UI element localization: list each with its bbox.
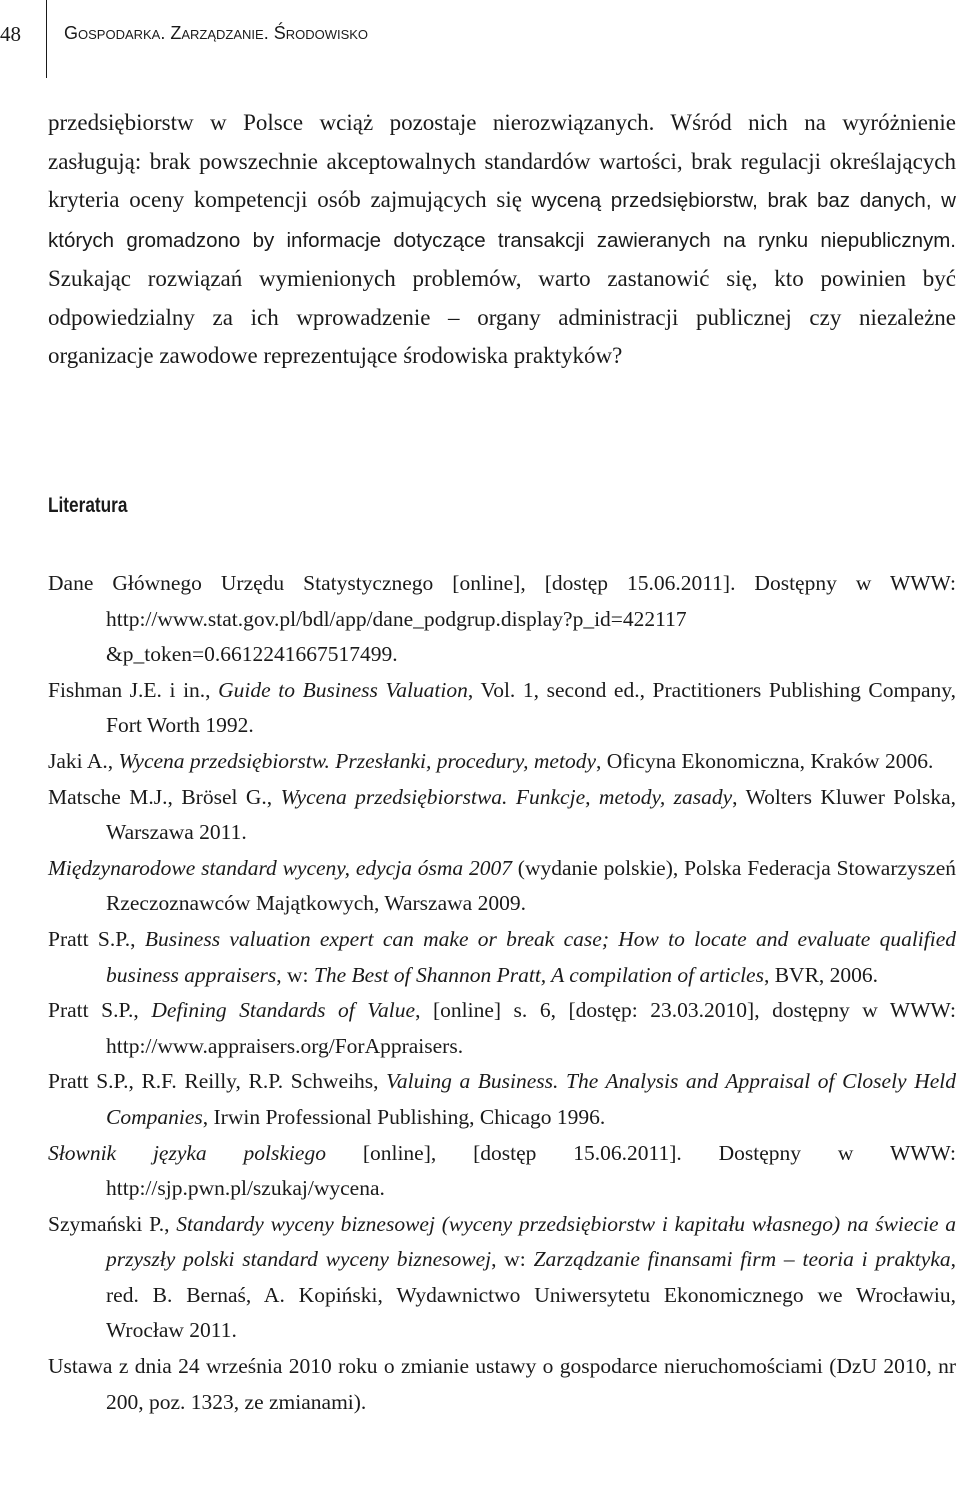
reference-title: Wycena przedsiębiorstw. Przesłanki, procedury, metody bbox=[118, 748, 596, 773]
reference-item bbox=[48, 673, 956, 744]
running-head: Gospodarka. Zarządzanie. Środowisko bbox=[64, 23, 369, 43]
reference-text: Dane Głównego Urzędu Statystycznego [online], [dostęp 15.06.2011]. Dostępny w WWW: http://www.stat.gov.pl/bdl/app/dane_podgrup.display?p_id=422117 &p_token=0.6612241667517499. bbox=[48, 571, 956, 667]
reference-text: , w: bbox=[276, 962, 314, 987]
reference-text: , Irwin Professional Publishing, Chicago 1996. bbox=[202, 1104, 606, 1129]
reference-text: , Vol. 1, second ed., Practitioners Publishing Company, Fort Worth 1992. bbox=[106, 677, 956, 738]
reference-item bbox=[48, 780, 956, 851]
reference-text: , BVR, 2006. bbox=[763, 962, 879, 987]
reference-item bbox=[48, 1349, 956, 1420]
reference-text: Jaki A., bbox=[48, 748, 119, 773]
header-divider bbox=[46, 0, 47, 78]
reference-text: Ustawa z dnia 24 września 2010 roku o zmianie ustawy o gospodarce nieruchomościami (DzU 2010, nr 200, poz. 1323, ze zmianami). bbox=[48, 1354, 956, 1414]
page-header bbox=[0, 0, 960, 80]
reference-text: Fishman J.E. i in., bbox=[48, 677, 219, 702]
reference-text: Szymański P., bbox=[48, 1211, 177, 1236]
reference-text: Pratt S.P., bbox=[48, 926, 145, 951]
reference-item bbox=[48, 1064, 956, 1135]
reference-text: Pratt S.P., bbox=[48, 998, 152, 1023]
reference-title: Międzynarodowe standard wyceny, edycja ósma 2007 bbox=[48, 855, 512, 880]
reference-item bbox=[48, 1136, 956, 1207]
body-paragraph bbox=[48, 104, 956, 376]
reference-item bbox=[48, 922, 956, 993]
reference-title: Zarządzanie finansami firm – teoria i praktyka bbox=[533, 1247, 951, 1272]
reference-text: Matsche M.J., Brösel G., bbox=[48, 784, 281, 809]
reference-title: Defining Standards of Value bbox=[151, 998, 416, 1023]
reference-title: Standardy wyceny biznesowej (wyceny przedsiębiorstw i kapitału własnego) na świecie a przyszły polski standard wyceny biznesowej bbox=[106, 1211, 957, 1272]
reference-text: , red. B. Bernaś, A. Kopiński, Wydawnictwo Uniwersytetu Ekonomicznego we Wrocławiu, Wrocław 2011. bbox=[106, 1247, 956, 1343]
page-content bbox=[48, 104, 957, 1414]
reference-title: Słownik języka polskiego bbox=[48, 1140, 326, 1165]
paragraph-text-sans: wyceną przedsiębiorstw, brak baz danych, w których gromadzono by informacje dotyczące transakcji zawieranych na rynku niepublicznym. bbox=[48, 189, 956, 252]
reference-title: Valuing a Business. The Analysis and Appraisal of Closely Held Companies bbox=[106, 1069, 956, 1129]
paragraph-text: przedsiębiorstw w Polsce wciąż pozostaje nierozwiązanych. Wśród nich na wyróżnienie zasługują: brak powszechnie akceptowalnych standardów wartości, brak regulacji określających kryteria oceny kompetencji osób zajmujących się bbox=[48, 110, 956, 212]
reference-title: The Best of Shannon Pratt, A compilation of articles bbox=[313, 962, 764, 987]
page-number: 48 bbox=[0, 22, 21, 46]
reference-item bbox=[48, 744, 956, 780]
literature-heading: Literatura bbox=[48, 494, 128, 517]
reference-item bbox=[48, 566, 956, 673]
reference-item bbox=[48, 993, 956, 1064]
reference-title: Business valuation expert can make or break case; How to locate and evaluate qualified business appraisers bbox=[106, 926, 957, 987]
reference-text: [online], [dostęp 15.06.2011]. Dostępny w WWW: http://sjp.pwn.pl/szukaj/wycena. bbox=[106, 1140, 956, 1201]
reference-text: , Wolters Kluwer Polska, Warszawa 2011. bbox=[106, 784, 957, 845]
reference-item bbox=[48, 851, 956, 922]
reference-text: , w: bbox=[491, 1247, 534, 1272]
reference-title: Wycena przedsiębiorstwa. Funkcje, metody, zasady bbox=[280, 784, 733, 809]
reference-text: , [online] s. 6, [dostęp: 23.03.2010], dostępny w WWW: http://www.appraisers.org/ForAppraisers. bbox=[106, 998, 956, 1058]
reference-item bbox=[48, 1207, 956, 1349]
reference-text: Pratt S.P., R.F. Reilly, R.P. Schweihs, bbox=[48, 1069, 387, 1094]
paragraph-text: Szukając rozwiązań wymienionych problemów, warto zastanowić się, kto powinien być odpowiedzialny za ich wprowadzenie – organy administracji publicznej czy niezależne organizacje zawodowe reprezentujące środowiska praktyków? bbox=[48, 266, 956, 368]
reference-text: (wydanie polskie), Polska Federacja Stowarzyszeń Rzeczoznawców Majątkowych, Warszawa 2009. bbox=[106, 855, 956, 916]
reference-text: , Oficyna Ekonomiczna, Kraków 2006. bbox=[596, 748, 934, 773]
reference-list bbox=[48, 566, 956, 1420]
reference-title: Guide to Business Valuation bbox=[218, 677, 468, 702]
